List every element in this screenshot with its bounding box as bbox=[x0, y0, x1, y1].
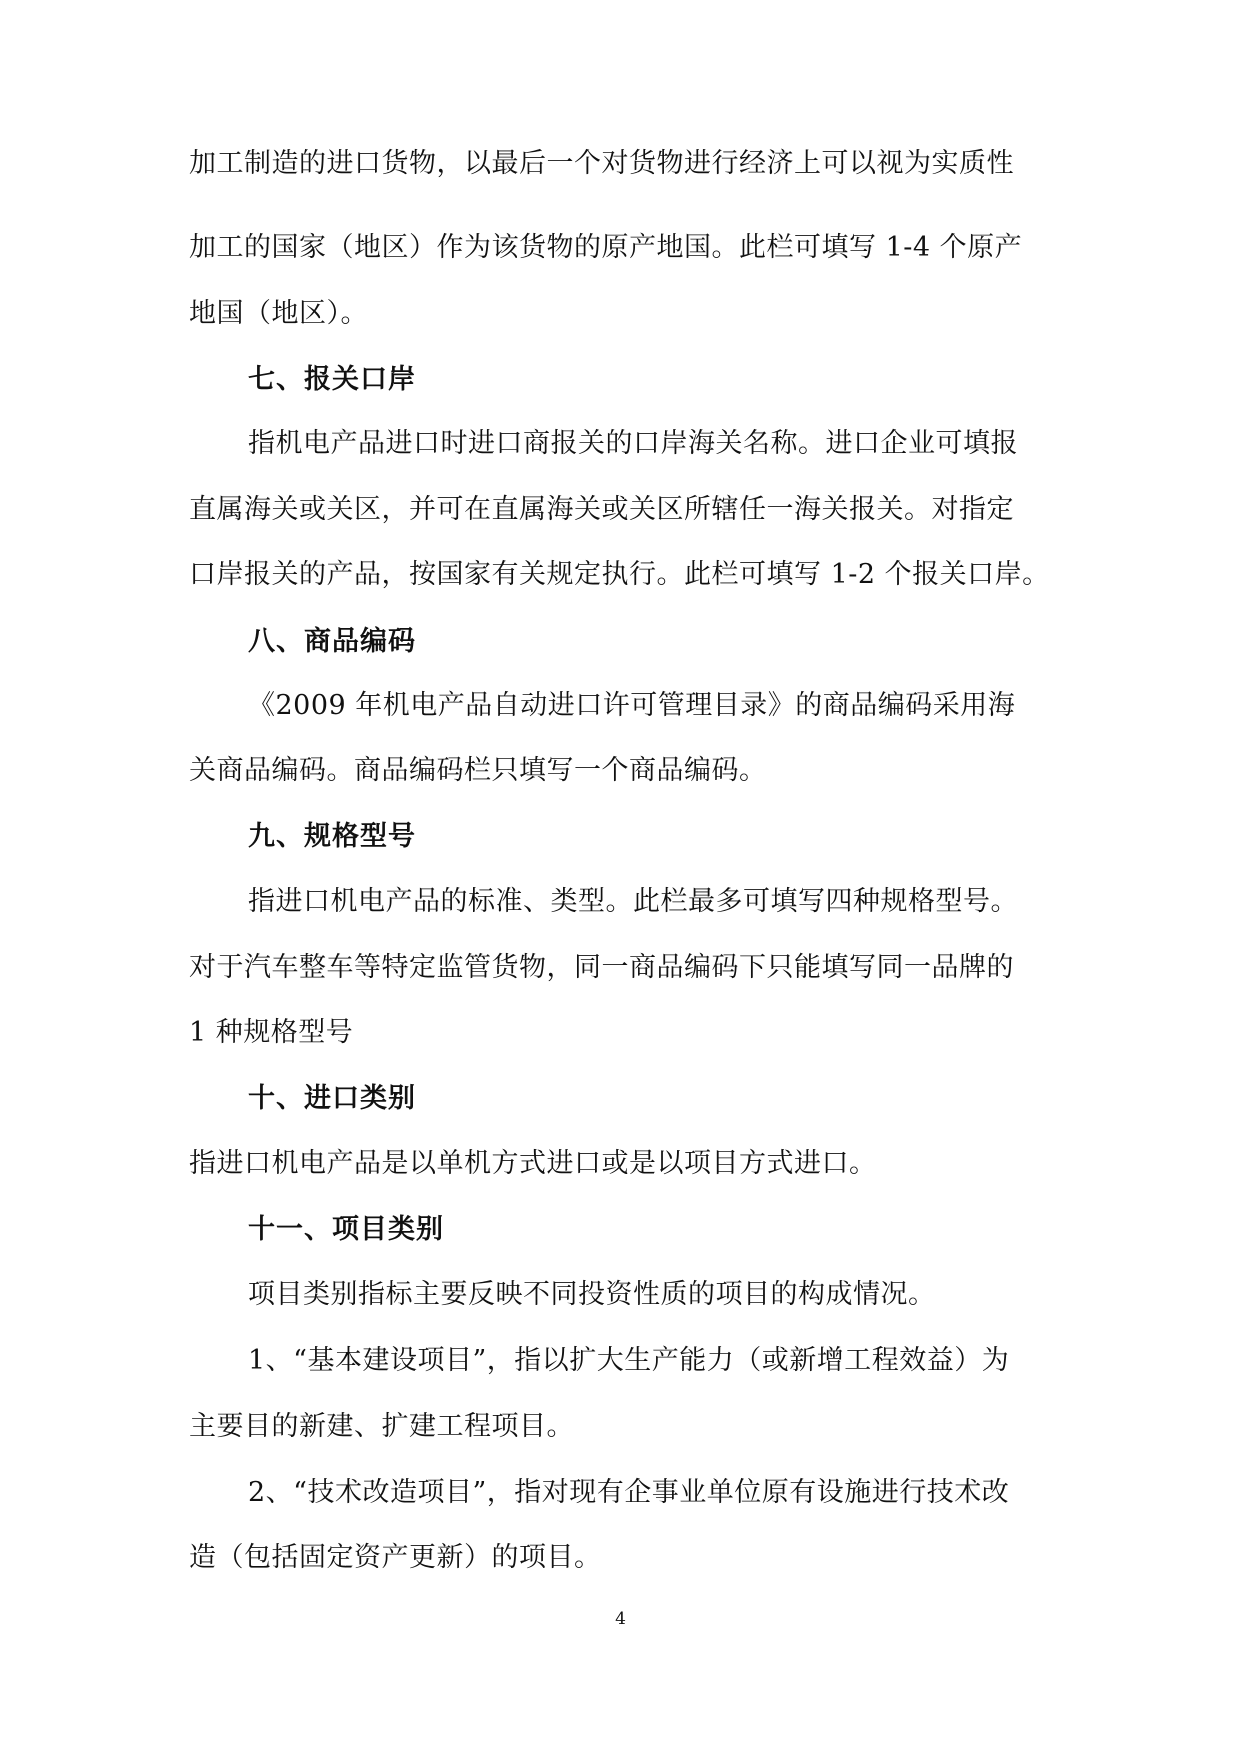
section-heading-8: 八、商品编码 bbox=[248, 626, 416, 657]
paragraph-line: 项目类别指标主要反映不同投资性质的项目的构成情况。 bbox=[248, 1279, 936, 1310]
section-heading-11: 十一、项目类别 bbox=[248, 1214, 444, 1245]
paragraph-line: 直属海关或关区，并可在直属海关或关区所辖任一海关报关。对指定 bbox=[189, 494, 1014, 525]
section-heading-7: 七、报关口岸 bbox=[248, 364, 416, 395]
paragraph-line: 加工制造的进口货物，以最后一个对货物进行经济上可以视为实质性 bbox=[189, 148, 1014, 179]
paragraph-line: 地国（地区）。 bbox=[189, 298, 368, 329]
list-item-line: 主要目的新建、扩建工程项目。 bbox=[189, 1411, 574, 1442]
paragraph-line: 关商品编码。商品编码栏只填写一个商品编码。 bbox=[189, 755, 767, 786]
section-heading-10: 十、进口类别 bbox=[248, 1083, 416, 1114]
paragraph-line: 《2009 年机电产品自动进口许可管理目录》的商品编码采用海 bbox=[248, 690, 1016, 721]
paragraph-line: 对于汽车整车等特定监管货物，同一商品编码下只能填写同一品牌的 bbox=[189, 952, 1014, 983]
paragraph-line: 口岸报关的产品，按国家有关规定执行。此栏可填写 1-2 个报关口岸。 bbox=[189, 559, 1050, 590]
list-item-line: 2、“技术改造项目”，指对现有企事业单位原有设施进行技术改 bbox=[248, 1477, 1010, 1508]
list-item-line: 造（包括固定资产更新）的项目。 bbox=[189, 1542, 602, 1573]
paragraph-line: 1 种规格型号 bbox=[189, 1017, 354, 1048]
page-number: 4 bbox=[615, 1609, 626, 1629]
section-heading-9: 九、规格型号 bbox=[248, 821, 416, 852]
paragraph-line: 指进口机电产品的标准、类型。此栏最多可填写四种规格型号。 bbox=[248, 886, 1018, 917]
paragraph-line: 指机电产品进口时进口商报关的口岸海关名称。进口企业可填报 bbox=[248, 428, 1018, 459]
paragraph-line: 加工的国家（地区）作为该货物的原产地国。此栏可填写 1-4 个原产 bbox=[189, 232, 1023, 263]
list-item-line: 1、“基本建设项目”，指以扩大生产能力（或新增工程效益）为 bbox=[248, 1345, 1010, 1376]
paragraph-line: 指进口机电产品是以单机方式进口或是以项目方式进口。 bbox=[189, 1148, 877, 1179]
